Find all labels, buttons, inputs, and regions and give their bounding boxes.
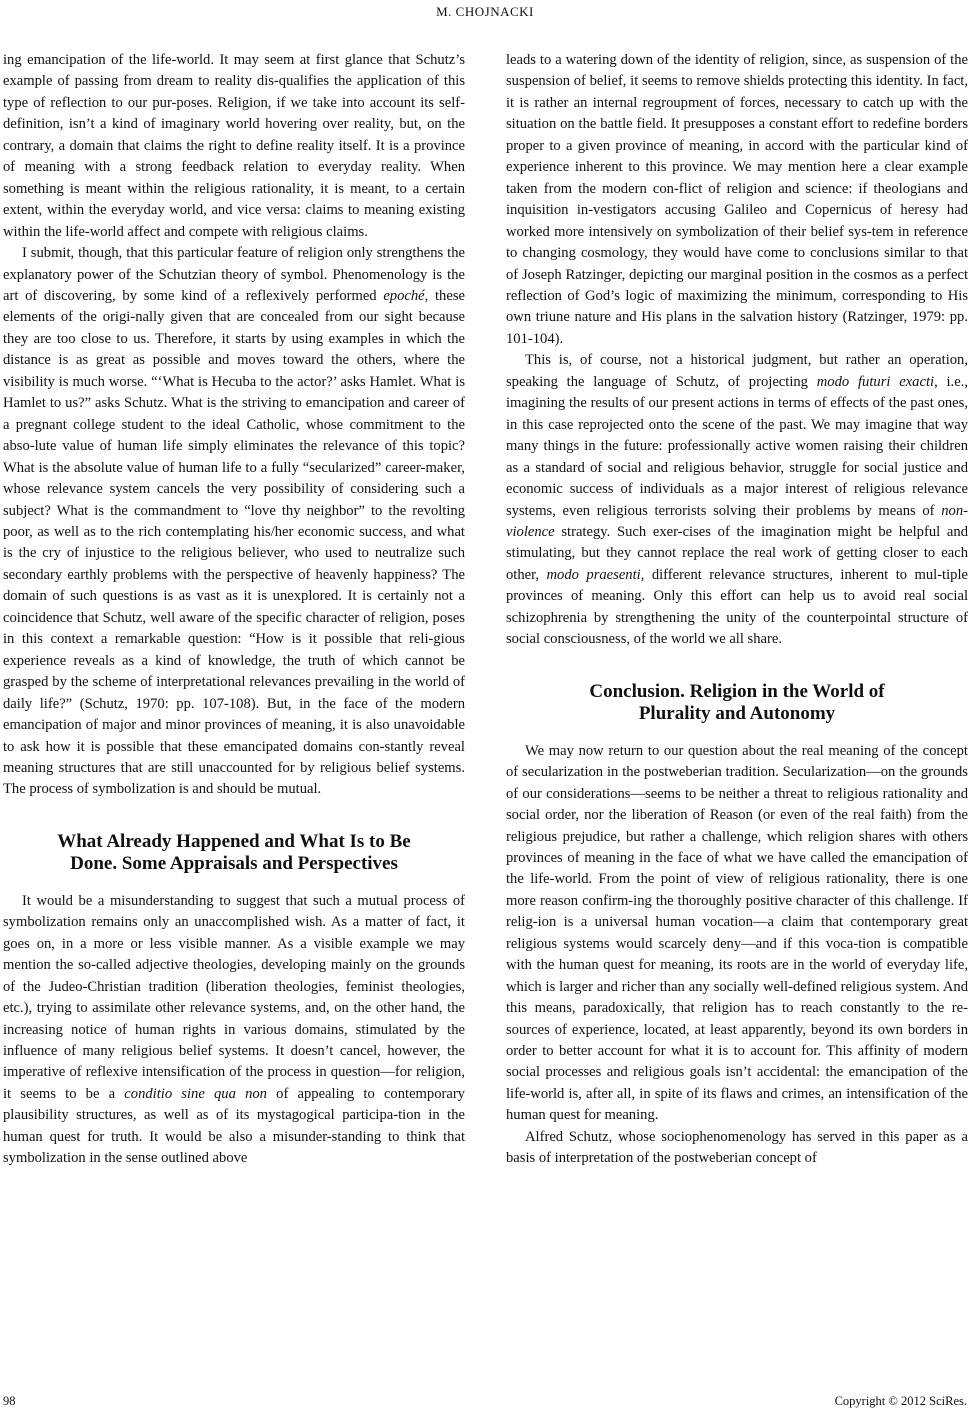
italic-run: conditio sine qua non [124,1085,267,1102]
paragraph [3,891,465,1170]
text-run: We may now return to our question about the real meaning of the concept of secularization in the postweberian tradition. Secularization—on the grounds of our considerations—seems to be neither a threat to religious rationality and social order, nor the liberation of Reason (or even of the real faith) from the religious prejudice, but rather a challenge, which religion shares with others provinces of meaning in the face of what we have called the emancipation of the life-world. From the point of view of religious rationality, there is one more reason confirm-ing the thoroughly positive character of this challenge. If relig-ion is a universal human vocation—a claim that contemporary great religious systems would scarcely deny—and if this voca-tion is compatible with the human quest for meaning, its roots are in the world of everyday life, which is larger and richer than any socially well-defined religious system. And this means, paradoxically, that religion has to reach constantly to the re-sources of experience, located, at least apparently, beyond its own borders in order to better account for what it is to account for. This affinity of modern social processes and religious goals isn’t accidental: the emancipation of the life-world is, after all, in spite of its flaws and crimes, an intensification of the human quest for meaning. [506,742,968,1124]
paragraph [506,741,968,1127]
section-heading-line: Conclusion. Religion in the World of [589,680,885,702]
paragraph [506,350,968,650]
italic-run: modo praesenti [546,566,641,583]
text-run: strategy. Such exer-cises of the imagination might be helpful and stimulating, but they cannot replace the real work of getting closer to each other, [506,523,968,583]
right-column [506,50,968,1170]
text-run: , i.e., imagining the results of our present actions in terms of effects of the past ones, in this case reprojected onto the scene of the past. We may imagine that way many things in the future: professionally active women raising their children as a standard of social and religious behavior, struggle for social justice and economic success of individuals as a major interest of religious relevance systems, even religious terrorists solving their problems by means of [506,373,968,519]
paragraph [3,50,465,243]
section-heading-line: What Already Happened and What Is to Be [57,830,411,852]
text-run: It would be a misunderstanding to suggest that such a mutual process of symbolization remains only an unaccomplished wish. As a matter of fact, it goes on, in a more or less visible manner. As a visible example we may mention the so-called adjective theologies, developing mainly on the grounds of the Judeo-Christian tradition (liberation theologies, feminist theologies, etc.), trying to assimilate other relevance systems, and, on the other hand, the increasing notice of human rights in various domains, stimulated by the influence of many religious belief systems. It doesn’t cancel, however, the imperative of reflexive intensification of the process in question—for religion, it seems to be a [3,892,465,1102]
section-heading-line: Plurality and Autonomy [638,702,836,724]
italic-run: modo futuri exacti [816,373,935,390]
text-run: This is, of course, not a historical judgment, but rather an operation, speaking the language of Schutz, of projecting [506,352,968,390]
paragraph [506,50,968,350]
paragraph [506,1127,968,1170]
text-run: I submit, though, that this particular feature of religion only strengthens the explanatory power of the Schutzian theory of symbol. Phenomenology is the art of discovering, by some kind of a reflexively performed [3,245,465,304]
text-run: leads to a watering down of the identity of religion, since, as suspension of the suspension of belief, it seems to remove shields protecting this identity. In fact, it is rather an internal regroupment of forces, necessary to catch up with the situation on the battle field. It presupposes a constant effort to redefine borders proper to a given province of meaning, in accord with the particular kind of experience inherent to this province. We may mention here a clear example taken from the modern con-flict of religion and science: if theologians and inquisition in-vestigators accusing Galileo and Copernicus of heresy had worked more intensively on symbolization of their belief sys-tem in reference to changing cosmology, they would have come to conclusions similar to that of Joseph Ratzinger, depicting our marginal position in the cosmos as a perfect reflection of God’s logic of maximizing the minimum, corresponding to His own triune nature and His plans in the salvation history (Ratzinger, 1979: pp. 101-104). [506,52,968,347]
text-run: Alfred Schutz, whose sociophenomenology has served in this paper as a basis of interpretation of the postweberian concept of [506,1128,968,1167]
section-heading [506,681,968,725]
text-run: of appealing to contemporary plausibility structures, as well as of its mystagogical participa-tion in the human quest for truth. It would be also a misunder-standing to think that symbolization in the sense outlined above [3,1085,465,1167]
text-run: ing emancipation of the life-world. It may seem at first glance that Schutz’s example of passing from dream to reality dis-qualifies the application of this type of reflection to our pur-poses. Religion, if we take into account its self-definition, isn’t a kind of imaginary world hovering over reality, but, on the contrary, a domain that claims the right to define reality itself. It is a province of meaning with a strong feedback relation to everyday reality. When something is meant within the religious rationality, it is meant, to a certain extent, within the everyday world, and vice versa: claims to meaning existing within the life-world affect and compete with religious claims. [3,52,465,240]
paragraph [3,243,465,801]
italic-run: epoché [383,287,425,304]
copyright-notice: Copyright © 2012 SciRes. [834,1394,967,1408]
section-heading [3,831,465,875]
section-heading-line: Done. Some Appraisals and Perspectives [70,852,398,874]
text-run: , these elements of the origi-nally given that are concealed from our sight because they are too close to us. Therefore, it starts by using examples in which the distance is as great as possible and moves toward the others, where the visibility is much worse. “‘What is Hecuba to the actor?’ asks Hamlet. What is Hamlet to us?” asks Schutz. What is the striving to emancipation and career of a pregnant college student to the ideal Catholic, whose commitment to the abso-lute value of human life simply eliminates the relevance of this topic? What is the absolute value of human life to a fully “secularized” career-maker, whose relevance system cancels the very possibility of considering such a subject? What is the commandment to “love thy neighbor” to the revolting poor, as well as to the rich contemplating his/her economic success, and what is the cry of injustice to the religious believer, who used to neutralize such secondary earthly problems with the perspective of heavenly happiness? The domain of such questions is as vast as it is unexplored. It is certainly not a coincidence that Schutz, well aware of the specific character of religion, poses in this context a remarkable question: “How is it possible that reli-gious experience reveals as a kind of knowledge, the truth of which cannot be grasped by the scheme of interpretational relevances prevailing in the world of daily life?” (Schutz, 1970: pp. 107-108). But, in the face of the modern emancipation of major and minor provinces of meaning, it is also unavoidable to ask how it is possible that these emancipated domains con-stantly reveal meaning structures that are still unaccounted for by religious belief systems. The process of symbolization is and should be mutual. [3,287,465,798]
text-run: , different relevance structures, inherent to mul-tiple provinces of meaning. Only this effort can help us to avoid real social schizophrenia by strengthening the unity of the counterpointal structure of social consciousness, of the world we all share. [506,566,968,648]
italic-run: non-violence [506,502,968,540]
running-head: M. CHOJNACKI [436,4,534,19]
page-number: 98 [3,1394,16,1408]
left-column [3,50,465,1170]
